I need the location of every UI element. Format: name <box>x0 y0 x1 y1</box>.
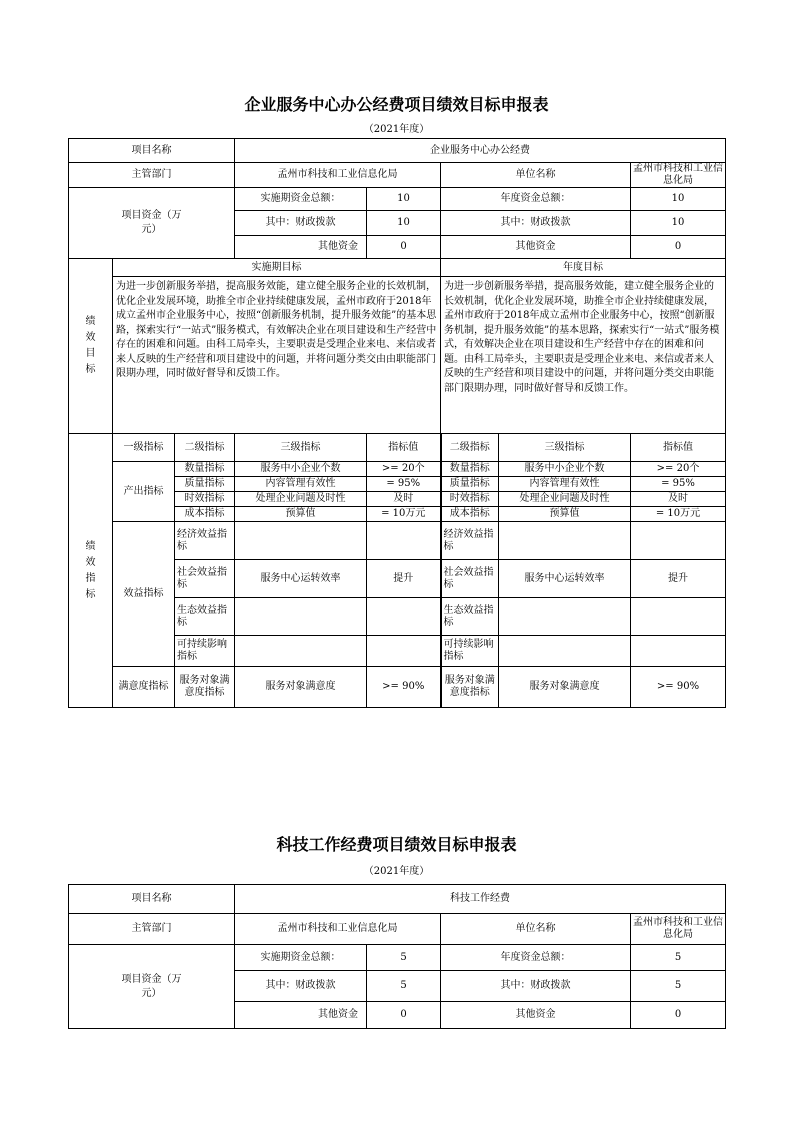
year-total-value: 10 <box>631 188 726 211</box>
benefit-value <box>367 636 441 667</box>
impl-fiscal-label: 其中：财政拨款 <box>235 971 367 1002</box>
impl-total-value: 10 <box>367 188 441 211</box>
output-l3-year: 预算值 <box>499 507 631 522</box>
benefit-value-year <box>631 598 726 636</box>
satisfaction-l2-year: 服务对象满意度指标 <box>441 667 499 708</box>
indicator-label <box>69 434 113 708</box>
output-value-year: >= 20个 <box>631 462 726 477</box>
year-fiscal-value: 10 <box>631 211 726 236</box>
benefit-value-year <box>631 636 726 667</box>
benefit-l3-year: 服务中心运转效率 <box>499 560 631 598</box>
year-other-value: 0 <box>631 236 726 259</box>
level2-header-year: 二级指标 <box>441 434 499 462</box>
goal-label-text: 绩效目标 <box>85 316 96 375</box>
benefit-l3 <box>235 636 367 667</box>
output-value: >= 20个 <box>367 462 441 477</box>
project-name-value: 企业服务中心办公经费 <box>235 139 726 163</box>
project-name-value: 科技工作经费 <box>235 885 726 914</box>
benefit-l2-year: 社会效益指标 <box>441 560 499 598</box>
unit-label: 单位名称 <box>441 914 631 945</box>
impl-total-label: 实施期资金总额： <box>235 188 367 211</box>
benefit-l3: 服务中心运转效率 <box>235 560 367 598</box>
benefit-l2-year: 经济效益指标 <box>441 522 499 560</box>
level3-header-year: 三级指标 <box>499 434 631 462</box>
output-value-year: 及时 <box>631 492 726 507</box>
benefit-l3 <box>235 522 367 560</box>
impl-other-value: 0 <box>367 236 441 259</box>
year-other-label: 其他资金 <box>441 1002 631 1029</box>
benefit-l2: 社会效益指标 <box>175 560 235 598</box>
impl-fiscal-value: 10 <box>367 211 441 236</box>
output-l2-year: 时效指标 <box>441 492 499 507</box>
satisfaction-value-year: >= 90% <box>631 667 726 708</box>
output-l3-year: 处理企业问题及时性 <box>499 492 631 507</box>
fund-label <box>69 188 235 259</box>
output-l3: 预算值 <box>235 507 367 522</box>
output-value: = 10万元 <box>367 507 441 522</box>
table2-performance-table <box>68 884 726 1029</box>
dept-label: 主管部门 <box>69 914 235 945</box>
output-l2: 成本指标 <box>175 507 235 522</box>
year-goal-text: 为进一步创新服务举措，提高服务效能，建立健全服务企业的长效机制，优化企业发展环境，助推全市企业持续健康发展，孟州市政府于2018年成立孟州市企业服务中心，按照“创新服务机制，提升服务效能”的基本思路，探索实行“一站式”服务模式，有效解决企业在项目建设和生产经营中存在的困难和问题。由科工局牵头，主要职责是受理企业来电、来信或者来人反映的生产经营和项目建设中的问题，并将问题分类交由职能部门限期办理，同时做好督导和反馈工作。 <box>441 277 726 434</box>
satisfaction-l2: 服务对象满意度指标 <box>175 667 235 708</box>
table2-title: 科技工作经费项目绩效目标申报表 <box>276 835 517 854</box>
year-other-label: 其他资金 <box>441 236 631 259</box>
year-total-value: 5 <box>631 945 726 971</box>
output-value: = 95% <box>367 477 441 492</box>
benefit-value <box>367 598 441 636</box>
dept-value: 孟州市科技和工业信息化局 <box>235 163 441 188</box>
table1-performance-table <box>68 138 726 708</box>
output-l2-year: 质量指标 <box>441 477 499 492</box>
dept-label: 主管部门 <box>69 163 235 188</box>
benefit-value: 提升 <box>367 560 441 598</box>
year-goal-header: 年度目标 <box>441 259 726 277</box>
level2-header: 二级指标 <box>175 434 235 462</box>
benefit-value-year <box>631 522 726 560</box>
output-value-year: = 95% <box>631 477 726 492</box>
indicator-label-text: 绩效指标 <box>85 540 96 600</box>
impl-other-value: 0 <box>367 1002 441 1029</box>
fund-label-text: 项目资金（万元） <box>121 973 182 999</box>
benefit-l3-year <box>499 636 631 667</box>
satisfaction-value: >= 90% <box>367 667 441 708</box>
unit-value: 孟州市科技和工业信息化局 <box>631 163 726 188</box>
level1-header: 一级指标 <box>113 434 175 462</box>
output-l3: 处理企业问题及时性 <box>235 492 367 507</box>
benefit-label: 效益指标 <box>113 522 175 667</box>
project-name-label: 项目名称 <box>69 885 235 914</box>
project-name-label: 项目名称 <box>69 139 235 163</box>
output-l2: 数量指标 <box>175 462 235 477</box>
output-value-year: = 10万元 <box>631 507 726 522</box>
fund-label-text: 项目资金（万元） <box>121 210 182 235</box>
benefit-l3 <box>235 598 367 636</box>
impl-fiscal-label: 其中：财政拨款 <box>235 211 367 236</box>
benefit-l3-year <box>499 522 631 560</box>
impl-goal-text: 为进一步创新服务举措，提高服务效能，建立健全服务企业的长效机制，优化企业发展环境，助推全市企业持续健康发展，孟州市政府于2018年成立孟州市企业服务中心，按照“创新服务机制，提升服务效能”的基本思路，探索实行“一站式”服务模式，有效解决企业在项目建设和生产经营中存在的困难和问题。由科工局牵头，主要职责是受理企业来电、来信或者来人反映的生产经营和项目建设中的问题，并将问题分类交由由职能部门限期办理，同时做好督导和反馈工作。 <box>113 277 441 434</box>
dept-value: 孟州市科技和工业信息化局 <box>235 914 441 945</box>
benefit-l3-year <box>499 598 631 636</box>
satisfaction-l3-year: 服务对象满意度 <box>499 667 631 708</box>
output-l3-year: 内容管理有效性 <box>499 477 631 492</box>
benefit-value-year: 提升 <box>631 560 726 598</box>
year-fiscal-label: 其中：财政拨款 <box>441 971 631 1002</box>
level3-header: 三级指标 <box>235 434 367 462</box>
year-fiscal-value: 5 <box>631 971 726 1002</box>
output-l3: 服务中小企业个数 <box>235 462 367 477</box>
unit-label: 单位名称 <box>441 163 631 188</box>
output-value: 及时 <box>367 492 441 507</box>
impl-other-label: 其他资金 <box>235 236 367 259</box>
table1-year: （2021年度） <box>363 124 430 135</box>
impl-total-value: 5 <box>367 945 441 971</box>
impl-fiscal-value: 5 <box>367 971 441 1002</box>
benefit-l2: 经济效益指标 <box>175 522 235 560</box>
table2-year: （2021年度） <box>363 866 430 877</box>
output-l3-year: 服务中小企业个数 <box>499 462 631 477</box>
output-l2: 时效指标 <box>175 492 235 507</box>
year-total-label: 年度资金总额： <box>441 945 631 971</box>
impl-total-label: 实施期资金总额： <box>235 945 367 971</box>
impl-goal-header: 实施期目标 <box>113 259 441 277</box>
output-l2-year: 成本指标 <box>441 507 499 522</box>
benefit-l2-year: 可持续影响指标 <box>441 636 499 667</box>
benefit-l2: 可持续影响指标 <box>175 636 235 667</box>
satisfaction-l3: 服务对象满意度 <box>235 667 367 708</box>
output-label: 产出指标 <box>113 462 175 522</box>
value-header-year: 指标值 <box>631 434 726 462</box>
output-l2: 质量指标 <box>175 477 235 492</box>
satisfaction-label: 满意度指标 <box>113 667 175 708</box>
table1-title: 企业服务中心办公经费项目绩效目标申报表 <box>244 95 549 114</box>
benefit-l2: 生态效益指标 <box>175 598 235 636</box>
unit-value: 孟州市科技和工业信息化局 <box>631 914 726 945</box>
fund-label <box>69 945 235 1029</box>
impl-other-label: 其他资金 <box>235 1002 367 1029</box>
year-total-label: 年度资金总额： <box>441 188 631 211</box>
goal-label <box>69 259 113 434</box>
value-header: 指标值 <box>367 434 441 462</box>
output-l3: 内容管理有效性 <box>235 477 367 492</box>
benefit-l2-year: 生态效益指标 <box>441 598 499 636</box>
benefit-value <box>367 522 441 560</box>
output-l2-year: 数量指标 <box>441 462 499 477</box>
year-fiscal-label: 其中：财政拨款 <box>441 211 631 236</box>
year-other-value: 0 <box>631 1002 726 1029</box>
